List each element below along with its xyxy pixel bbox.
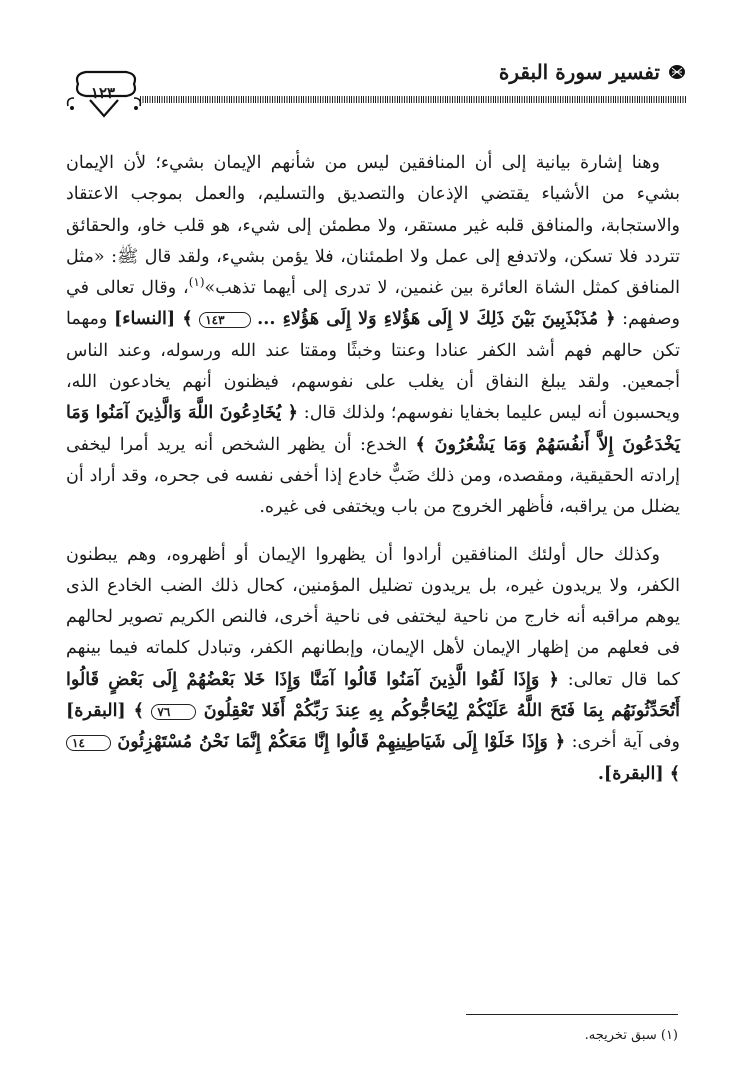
text-segment: وفى آية أخرى: — [571, 732, 680, 753]
quran-verse: ﴿ وَإِذَا لَقُوا الَّذِينَ آمَنُوا قَالُوا آمَنَّا وَإِذَا خَلا بَعْضُهُمْ إِلَى بَعْضٍ قَالُوا أَتُحَدِّثُونَهُم بِمَا فَتَحَ اللَّهُ عَلَيْكُمْ لِيُحَاجُّوكُم بِهِ عِندَ رَبِّكُمْ أَفَلا تَعْقِلُونَ — [66, 669, 680, 722]
page-header — [64, 58, 686, 128]
footnote-marker: (١) — [188, 275, 205, 290]
footnote: (١) سبق تخريجه. — [584, 1028, 678, 1043]
quran-verse: ﴿ مُذَبْذَبِينَ بَيْنَ ذَلِكَ لا إِلَى هَؤُلاءِ وَلا إِلَى هَؤُلاءِ ... — [257, 309, 616, 330]
text-segment: ومهما تكن حالهم فهم أشد الكفر عنادا وعنتا وخبثًا ومقتا عند الله ورسوله، وعند الناس أجمعين. ولقد يبلغ النفاق أن يغلب على نفوسهم، فيظنون أنهم يخادعون الله، ويحسبون أنه ليس عليما بخفايا نفوسهم؛ ولذلك قال: — [66, 309, 680, 424]
ayah-number: ١٤ — [66, 735, 111, 751]
text-segment: وهنا إشارة بيانية إلى أن المنافقين ليس من شأنهم الإيمان بشيء؛ لأن الإيمان بشيء من الأشياء يقتضي الإذعان والتصديق والتسليم، والعمل بموجب الاعتقاد والاستجابة، والمنافق قلبه غير مستقر، ولا مطمئن إلى شيء، هو قلب خاو، والحقائق تتردد فلا تسكن، ولاتدفع إلى عمل ولا اطمئنان، فلا يؤمن بشيء، ولقد قال ﷺ: «مثل المنافق كمثل الشاة العائرة بين غنمين، لا تدرى إلى أيهما تذهب» — [66, 153, 680, 299]
quran-verse: ﴿ يُخَادِعُونَ اللَّهَ وَالَّذِينَ آمَنُوا وَمَا يَخْدَعُونَ إِلاَّ أَنفُسَهُمْ وَمَا يَشْعُرُونَ ﴾ — [66, 403, 680, 455]
ornament-icon — [668, 64, 686, 80]
header-rule — [140, 96, 686, 103]
ayah-number: ١٤٣ — [199, 312, 250, 328]
text-segment: وكذلك حال أولئك المنافقين أرادوا أن يظهروا الإيمان أو أظهروه، وهم يبطنون الكفر، ولا يريدون غيره، بل يريدون تضليل المؤمنين، كحال ذلك الضب الخادع الذى يوهم مراقبه أنه خارج من ناحية ليختفى فى ناحية أخرى، فالنص الكريم تصوير لحالهم فى فعلهم من إظهار الإيمان لأهل الإيمان، وإبطانهم الكفر، وتبادل كلماته فيما بينهم كما قال تعالى: — [66, 544, 681, 690]
main-text — [66, 148, 680, 790]
paragraph-1 — [66, 148, 680, 524]
quran-verse: ﴿ وَإِذَا خَلَوْا إِلَى شَيَاطِينِهِمْ قَالُوا إِنَّا مَعَكُمْ إِنَّمَا نَحْنُ مُسْتَهْزِئُونَ — [117, 732, 566, 753]
footnote-divider — [466, 1014, 678, 1015]
book-title: تفسير سورة البقرة — [498, 60, 660, 84]
paragraph-2 — [66, 540, 680, 790]
ayah-number: ٧٦ — [151, 704, 196, 720]
surah-reference: ﴾ [البقرة]. — [597, 763, 680, 784]
page-number: ١٢٣ — [90, 84, 116, 102]
surah-reference: ﴾ [النساء] — [113, 309, 193, 330]
text-segment: ، وقال تعالى في وصفهم: — [66, 278, 680, 330]
surah-reference: ﴾ [البقرة] — [66, 701, 144, 722]
text-segment: الخدع: أن يظهر الشخص أنه يريد أمرا ليخفى إرادته الحقيقية، ومقصده، ومن ذلك ضَبٌّ خادع إذا أخفى نفسه فى جحره، وقد أراد أن يضلل من يراقبه، فأظهر الخروج من باب ويختفى فى غيره. — [66, 434, 680, 518]
